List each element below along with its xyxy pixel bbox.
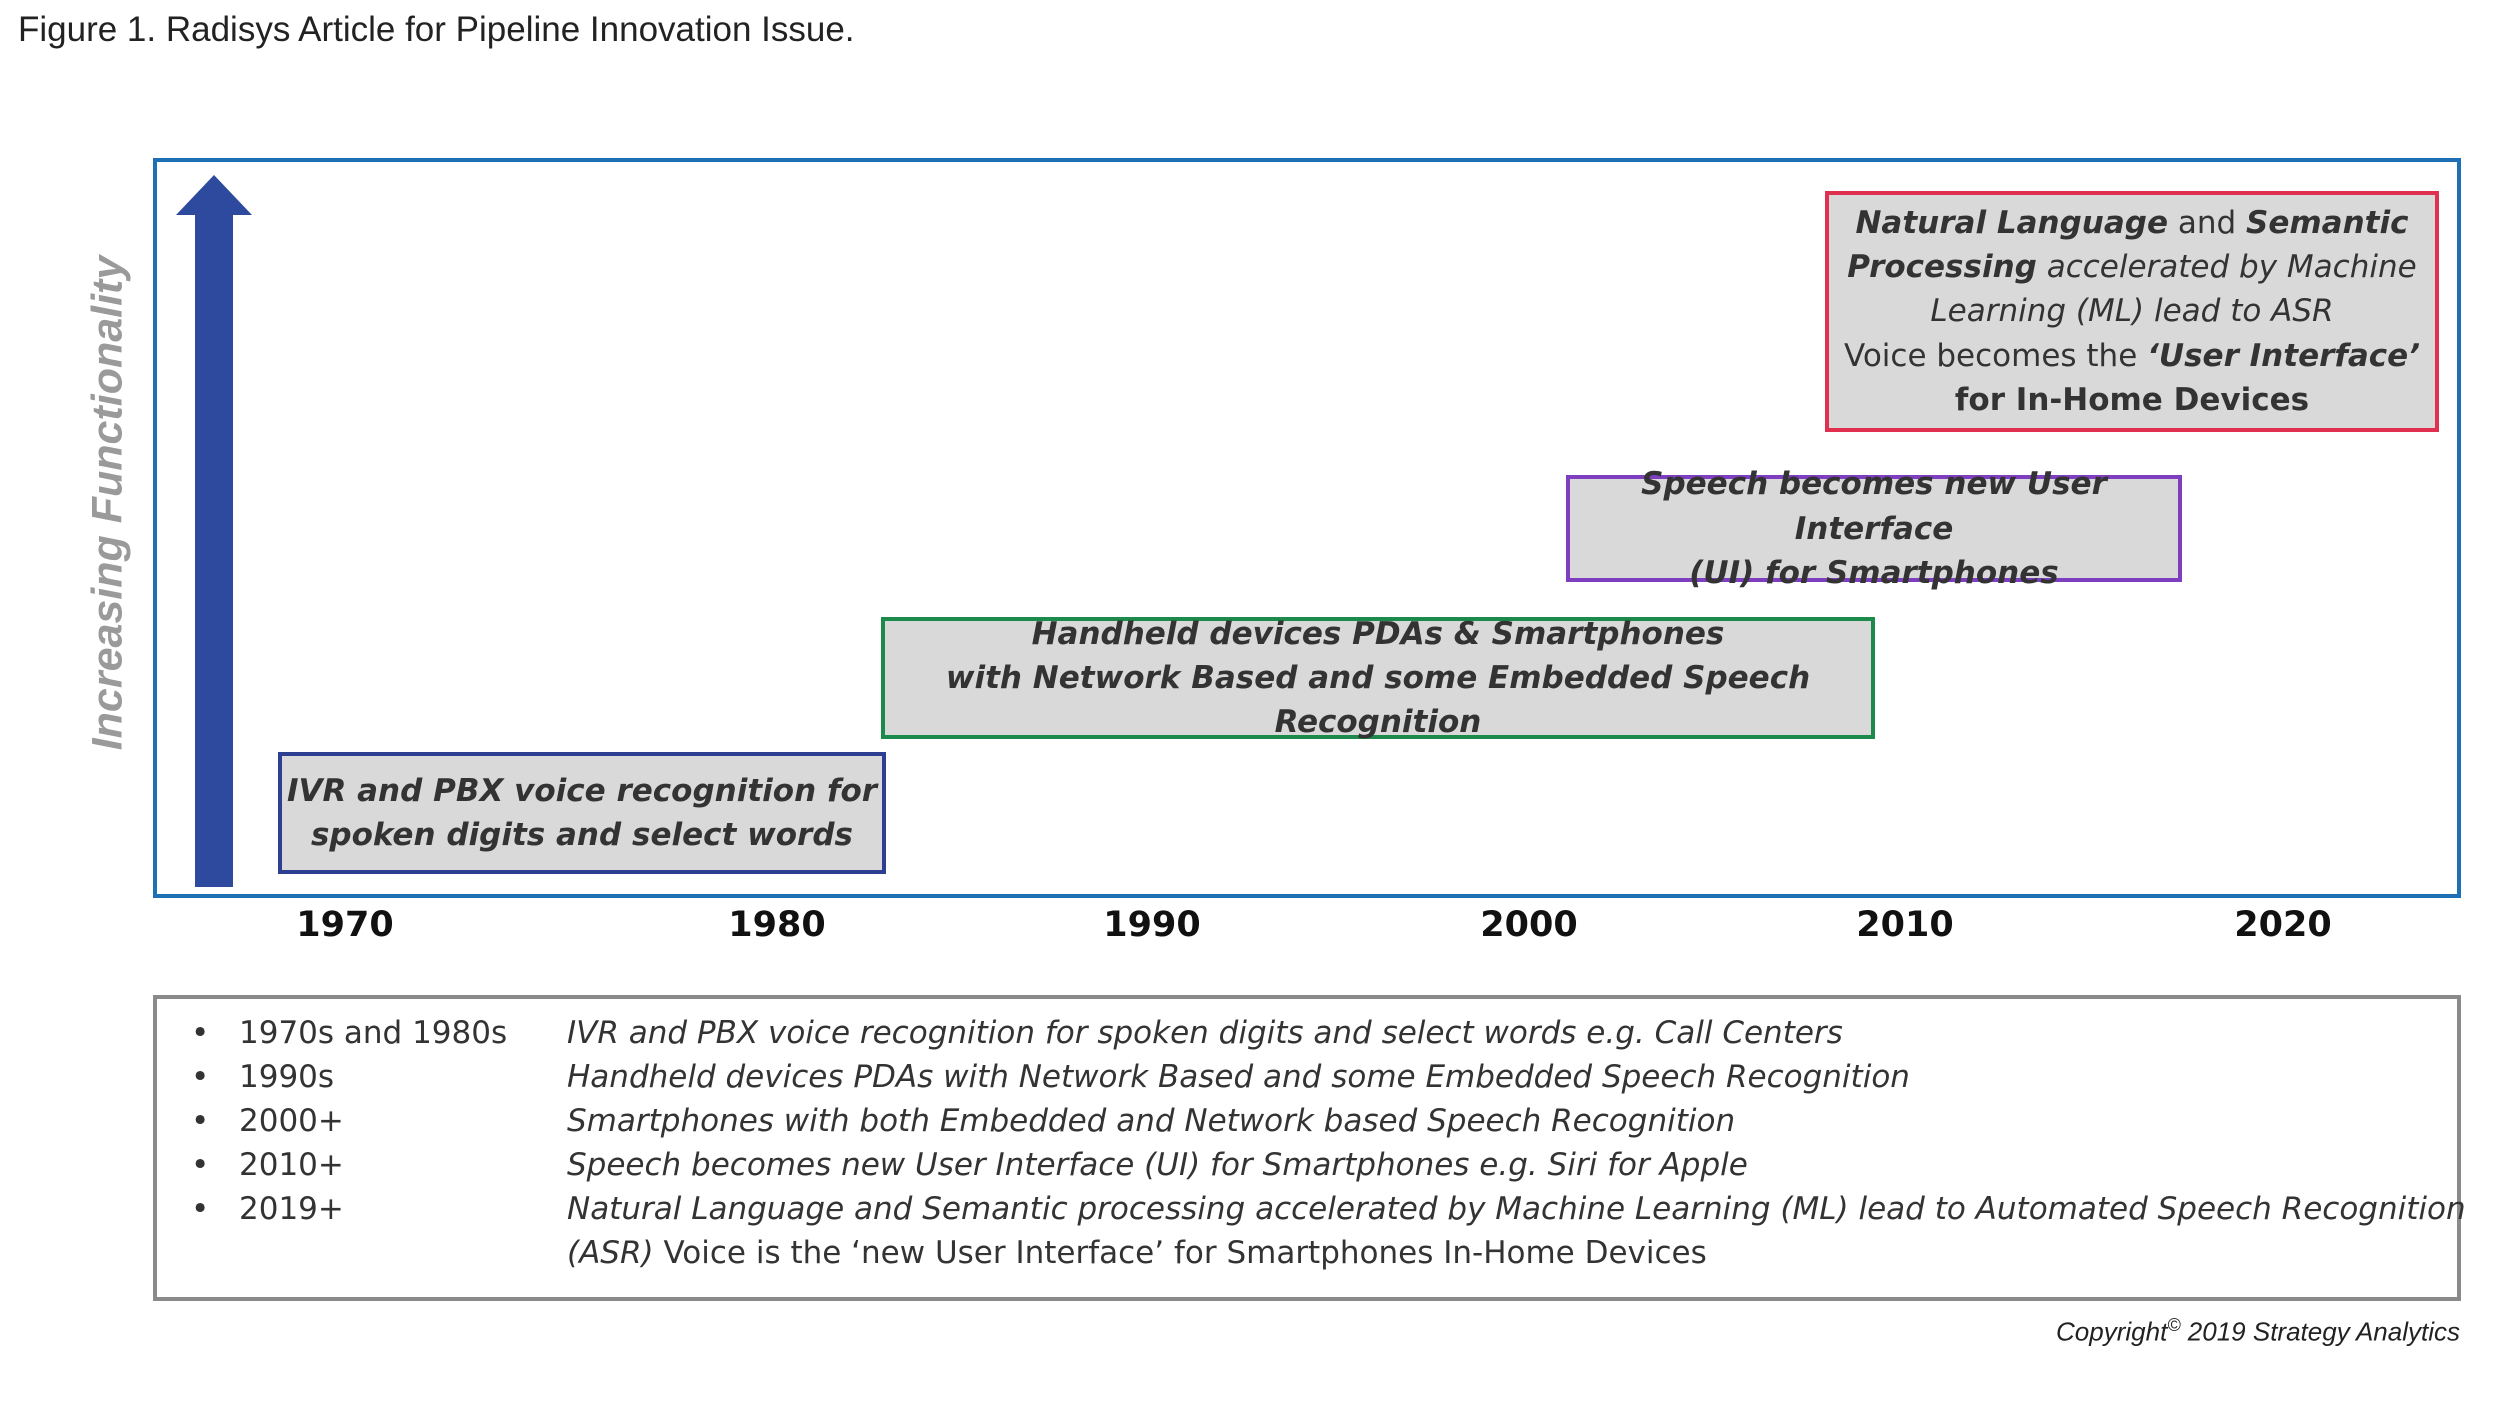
box-line: spoken digits and select words xyxy=(310,817,853,853)
box-line: for In-Home Devices xyxy=(1954,381,2310,418)
legend-row xyxy=(157,1015,2457,1059)
legend-description: IVR and PBX voice recognition for spoken digits and select words e.g. Call Centers xyxy=(567,1015,1843,1051)
copyright-notice: Copyright© 2019 Strategy Analytics xyxy=(2056,1315,2460,1347)
figure-caption: Figure 1. Radisys Article for Pipeline Innovation Issue. xyxy=(18,10,855,49)
bullet: • xyxy=(191,1059,210,1095)
milestone-box-natural-language xyxy=(1825,191,2439,432)
legend-row xyxy=(157,1103,2457,1147)
box-line: Speech becomes new User Interface xyxy=(1641,466,2107,547)
legend-description: Smartphones with both Embedded and Network based Speech Recognition xyxy=(567,1103,1736,1139)
box-line: (UI) for Smartphones xyxy=(1689,554,2059,591)
legend-box xyxy=(153,995,2466,1301)
legend-description: Handheld devices PDAs with Network Based and some Embedded Speech Recognition xyxy=(567,1059,1910,1095)
decade-label: 2010 xyxy=(1856,905,1954,945)
milestone-box-handheld xyxy=(881,617,1875,739)
legend-row xyxy=(157,1059,2457,1103)
box-line: with Network Based and some Embedded Speech Recognition xyxy=(945,660,1811,741)
bullet: • xyxy=(191,1103,210,1139)
legend-row-continuation xyxy=(157,1235,2457,1279)
bullet: • xyxy=(191,1191,210,1227)
box-line: Processing accelerated by Machine xyxy=(1847,249,2417,286)
decade-label: 2000 xyxy=(1480,905,1578,945)
up-arrow-icon xyxy=(176,175,252,887)
y-axis-label: Increasing Functionality xyxy=(83,255,132,751)
legend-row xyxy=(157,1147,2457,1191)
legend-period: 2019+ xyxy=(239,1191,344,1227)
bullet: • xyxy=(191,1015,210,1051)
legend-period: 2000+ xyxy=(239,1103,344,1139)
box-line: Handheld devices PDAs & Smartphones xyxy=(1031,615,1725,652)
box-line: IVR and PBX voice recognition for xyxy=(286,772,878,809)
box-line: Natural Language and Semantic xyxy=(1855,205,2409,242)
legend-period: 1970s and 1980s xyxy=(239,1015,508,1051)
legend-description: Natural Language and Semantic processing accelerated by Machine Learning (ML) lead to Automated Speech Recognition xyxy=(567,1191,2466,1227)
decade-label: 2020 xyxy=(2234,905,2332,945)
legend-row xyxy=(157,1191,2466,1235)
milestone-box-speech-ui xyxy=(1566,466,2182,591)
bullet: • xyxy=(191,1147,210,1183)
legend-period: 1990s xyxy=(239,1059,335,1095)
decade-label: 1990 xyxy=(1103,905,1201,945)
box-line: Learning (ML) lead to ASR xyxy=(1930,293,2334,330)
milestone-box-ivr-pbx xyxy=(278,752,886,874)
legend-description: Speech becomes new User Interface (UI) for Smartphones e.g. Siri for Apple xyxy=(567,1147,1748,1183)
decade-label: 1980 xyxy=(728,905,826,945)
decade-label: 1970 xyxy=(296,905,394,945)
legend-description-continuation: (ASR) Voice is the ‘new User Interface’ for Smartphones In-Home Devices xyxy=(567,1235,1707,1271)
legend-period: 2010+ xyxy=(239,1147,344,1183)
box-line: Voice becomes the ‘User Interface’ xyxy=(1844,337,2420,374)
